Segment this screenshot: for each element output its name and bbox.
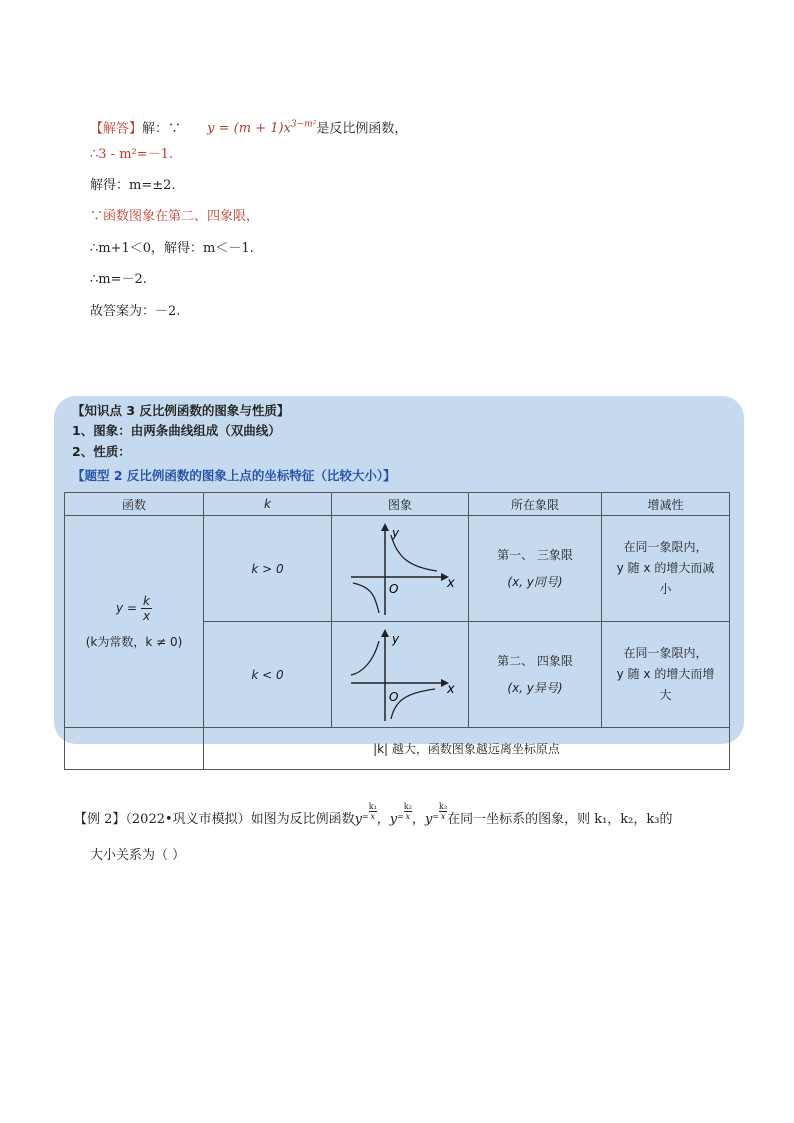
solution-line-2: 解得：m=±2. (90, 178, 176, 193)
solution-line-3: ∵函数图象在第二、四象限， (90, 209, 260, 224)
example-tail: 在同一坐标系的图象，则 k₁，k₂，k₃的 (447, 812, 673, 827)
graph-positive (332, 516, 469, 622)
formula-suffix: 是反比例函数， (316, 121, 408, 137)
function-lhs: y = (116, 601, 138, 615)
axis-x-label: x (447, 681, 455, 697)
solution-line-4: ∴m+1＜0，解得：m＜－1. (90, 241, 254, 256)
graph-negative (332, 622, 469, 728)
hyperbola-positive-graph (345, 521, 455, 617)
knowledge-item-2: 2、性质： (72, 444, 131, 459)
quadrant-positive-line-2: (x, y同号) (507, 574, 563, 589)
function-formula (116, 594, 152, 623)
header-graph: 图象 (332, 493, 469, 516)
header-trend: 增减性 (602, 493, 730, 516)
example-y3: y (424, 812, 433, 827)
trend-negative-line-3: 大 (659, 688, 672, 702)
knowledge-title: 【知识点 3 反比例函数的图象与性质】 (72, 403, 290, 418)
trend-positive-line-1: 在同一象限内， (623, 540, 708, 554)
trend-positive (602, 516, 730, 622)
quadrant-negative-line-2: (x, y异号) (507, 680, 563, 695)
example-fraction-2: = $\frac{\text{k₂}}{x}$ (397, 802, 412, 821)
solution-line-6: 故答案为：－2. (90, 304, 181, 319)
trend-positive-line-2: y 随 x 的增大而减 (616, 561, 715, 575)
quadrant-negative (469, 622, 602, 728)
hyperbola-negative-graph (345, 627, 455, 723)
k-positive: k > 0 (204, 516, 332, 622)
trend-negative (602, 622, 730, 728)
example-fraction-1: = $\frac{\text{k₁}}{x}$ (362, 802, 377, 821)
quadrant-positive-line-1: 第一、 三象限 (497, 547, 573, 562)
table-footer-row (65, 728, 730, 770)
function-denominator: x (142, 608, 151, 623)
quadrant-positive (469, 516, 602, 622)
function-numerator: k (143, 593, 150, 608)
function-cell (65, 516, 204, 728)
example-line-2: 大小关系为（ ） (90, 848, 186, 863)
example-y1: y (354, 812, 363, 827)
formula: $y = (m + 1)x^{3-m^2}$ (207, 120, 317, 137)
axis-x-label: x (447, 575, 455, 591)
k-negative: k < 0 (204, 622, 332, 728)
example-line-1 (74, 802, 673, 829)
solution-line-1: ∴3 - m²=－1. (90, 147, 174, 162)
table-row (65, 516, 730, 622)
example-sep-1: ， (376, 812, 390, 827)
header-function: 函数 (65, 493, 204, 516)
formula-exponent: 3−m² (290, 120, 317, 130)
properties-table (64, 492, 730, 770)
trend-positive-line-3: 小 (659, 582, 672, 596)
axis-y-label: y (392, 631, 400, 646)
knowledge-item-1: 1、图象：由两条曲线组成（双曲线） (72, 423, 281, 438)
quadrant-negative-line-1: 第二、 四象限 (497, 653, 573, 668)
answer-intro: 解：∵ (142, 121, 182, 137)
example-label: 【例 2】（2022•巩义市模拟）如图为反比例函数 (74, 812, 355, 827)
footer-empty (65, 728, 204, 770)
header-quadrant: 所在象限 (469, 493, 602, 516)
origin-label: O (389, 689, 399, 704)
solution-first-line (90, 116, 407, 138)
trend-negative-line-1: 在同一象限内， (623, 646, 708, 660)
function-condition: (k为常数，k ≠ 0) (85, 634, 183, 649)
footer-note: |k| 越大，函数图象越远离坐标原点 (204, 728, 730, 770)
header-k: k (204, 493, 332, 516)
answer-tag: 【解答】 (90, 121, 143, 137)
example-fraction-3: = $\frac{\text{k₃}}{x}$ (432, 802, 448, 821)
table-header-row (65, 493, 730, 516)
origin-label: O (389, 581, 399, 596)
trend-negative-line-2: y 随 x 的增大而增 (616, 667, 715, 681)
axis-y-label: y (392, 525, 400, 540)
solution-line-5: ∴m=－2. (90, 272, 147, 287)
type-title: 【题型 2 反比例函数的图象上点的坐标特征（比较大小）】 (72, 468, 396, 483)
example-y2: y (389, 812, 398, 827)
example-sep-2: ， (411, 812, 425, 827)
function-fraction (141, 594, 152, 623)
